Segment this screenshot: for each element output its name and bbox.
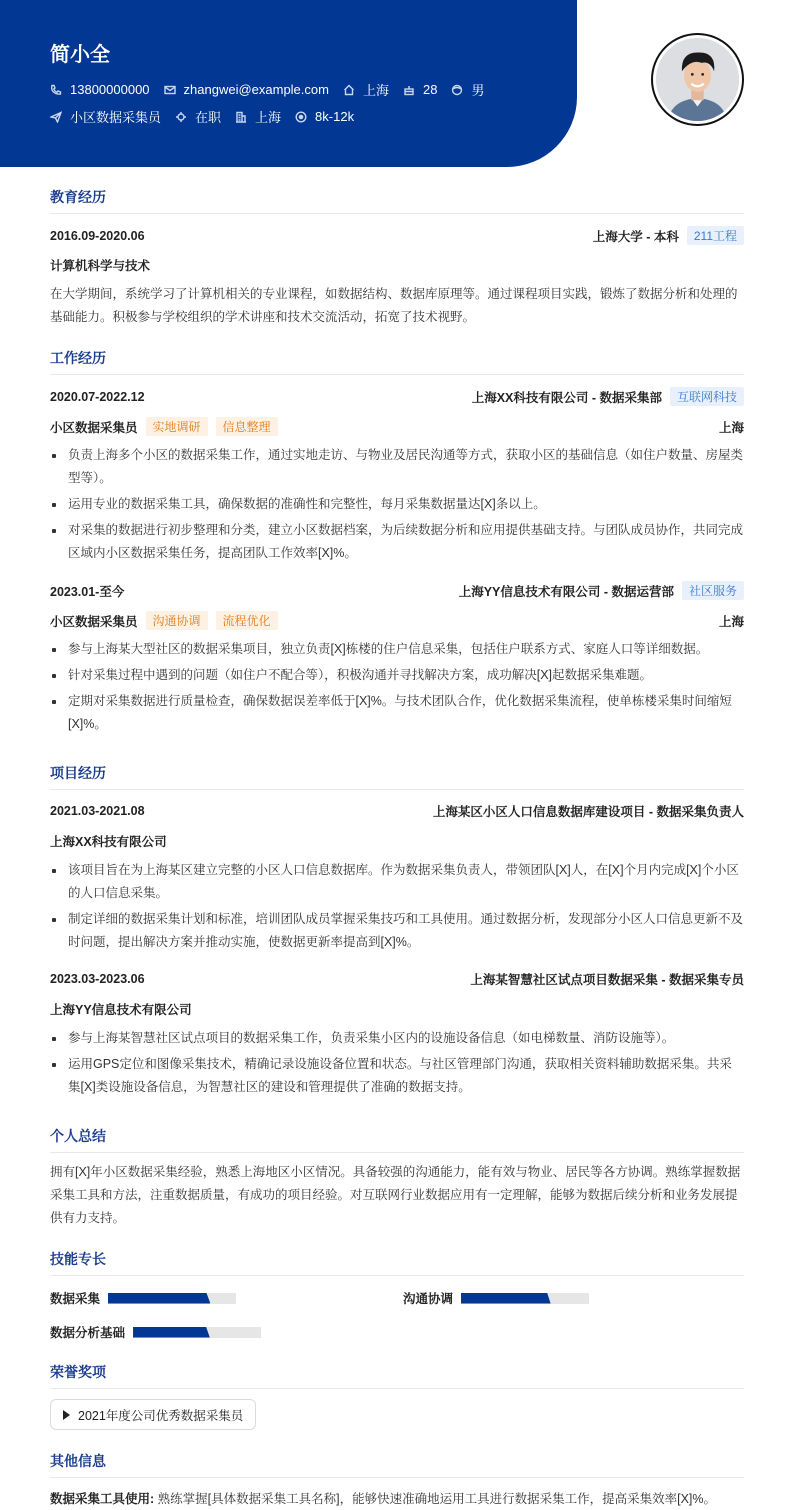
other-info-label: 数据采集工具使用: — [50, 1492, 155, 1506]
project-company-row — [50, 1000, 744, 1018]
avatar-photo — [656, 38, 739, 121]
age-text: 28 — [422, 82, 438, 97]
avatar — [651, 33, 744, 126]
project-name: 上海某区小区人口信息数据库建设项目 - 数据采集负责人 — [432, 805, 744, 819]
work-role: 小区数据采集员 — [50, 614, 138, 629]
home-icon — [343, 84, 355, 96]
salary-item — [295, 109, 354, 124]
work-period: 2020.07-2022.12 — [50, 389, 145, 404]
education-description: 在大学期间，系统学习了计算机相关的专业课程，如数据结构、数据库原理等。通过课程项目实践，锻炼了数据分析和处理的基础能力。积极参与学校组织的学术讲座和技术交流活动，拓宽了技术视野。 — [50, 287, 738, 324]
summary-text: 拥有[X]年小区数据采集经验，熟悉上海地区小区情况。具备较强的沟通能力，能有效与物业、居民等各方协调。熟练掌握数据采集工具和方法，注重数据质量，有成功的项目经验。对互联网行业数据应用有一定理解，能够为数据后续分析和业务发展提供有力支持。 — [50, 1165, 741, 1225]
target-position-item — [50, 107, 161, 126]
award-item[interactable] — [50, 1399, 256, 1430]
location-item — [343, 80, 389, 99]
age-icon — [403, 84, 415, 96]
salary-text: 8k-12k — [315, 109, 355, 124]
list-item: 运用专业的数据采集工具，确保数据的准确性和完整性，每月采集数据量达[X]条以上。 — [50, 493, 744, 516]
skill-level-bar — [461, 1293, 589, 1304]
work-company: 上海XX科技有限公司 - 数据采集部 — [471, 390, 662, 405]
skill-item — [403, 1289, 589, 1307]
skill-level-bar — [108, 1293, 236, 1304]
section-title-awards: 荣誉奖项 — [50, 1362, 744, 1389]
list-item: 针对采集过程中遇到的问题（如住户不配合等），积极沟通并寻找解决方案，成功解决[X]起数据采集难题。 — [50, 664, 744, 687]
project-bullets — [50, 859, 744, 957]
mail-icon — [164, 84, 176, 96]
gender-text: 男 — [471, 83, 485, 98]
job-status-item — [175, 107, 221, 126]
phone-text: 13800000000 — [70, 82, 150, 97]
section-title-education: 教育经历 — [50, 187, 744, 214]
work-company: 上海YY信息技术有限公司 - 数据运营部 — [458, 584, 674, 599]
education-major-row — [50, 256, 744, 274]
project-header-row — [50, 970, 744, 988]
project-period: 2021.03-2021.08 — [50, 804, 145, 818]
project-bullets — [50, 1027, 744, 1102]
skill-tag: 沟通协调 — [146, 611, 208, 630]
skill-tag: 流程优化 — [216, 611, 278, 630]
work-role-group — [50, 611, 278, 630]
section-title-summary: 个人总结 — [50, 1126, 744, 1153]
list-item: 参与上海某智慧社区试点项目的数据采集工作，负责采集小区内的设施设备信息（如电梯数量、消防设施等）。 — [50, 1027, 744, 1050]
section-title-other: 其他信息 — [50, 1451, 744, 1478]
triangle-right-icon — [63, 1410, 70, 1420]
skill-tag: 实地调研 — [146, 417, 208, 436]
industry-tag: 社区服务 — [682, 581, 744, 600]
other-info-text: 熟练掌握[具体数据采集工具名称]，能够快速准确地运用工具进行数据采集工作，提高采集效率[X]%。 — [157, 1492, 717, 1506]
education-header-row — [50, 226, 744, 245]
education-period: 2016.09-2020.06 — [50, 228, 145, 243]
target-city-text: 上海 — [255, 110, 282, 125]
section-title-projects: 项目经历 — [50, 763, 744, 790]
education-school-group — [593, 226, 744, 245]
work-header-row — [50, 387, 744, 406]
list-item: 运用GPS定位和图像采集技术，精确记录设施设备位置和状态。与社区管理部门沟通，获取相关资料辅助数据采集。共采集[X]类设施设备信息，为智慧社区的建设和管理提供了准确的数据支持。 — [50, 1053, 744, 1099]
industry-tag: 互联网科技 — [670, 387, 744, 406]
person-photo-icon — [656, 38, 739, 121]
gender-item — [451, 80, 484, 99]
list-item: 定期对采集数据进行质量检查，确保数据误差率低于[X]%。与技术团队合作，优化数据采集流程，使单栋楼采集时间缩短[X]%。 — [50, 690, 744, 736]
work-bullets — [50, 638, 744, 739]
skill-item — [50, 1323, 261, 1341]
job-row — [50, 107, 368, 126]
education-school: 上海大学 - 本科 — [592, 229, 679, 244]
list-item: 制定详细的数据采集计划和标准，培训团队成员掌握采集技巧和工具使用。通过数据分析，发现部分小区人口信息更新不及时问题，提出解决方案并推动实施，使数据更新率提高到[X]%。 — [50, 908, 744, 954]
work-bullets — [50, 444, 744, 568]
other-info-line — [50, 1489, 716, 1507]
list-item: 该项目旨在为上海某区建立完整的小区人口信息数据库。作为数据采集负责人，带领团队[X]人，在[X]个月内完成[X]个小区的人口信息采集。 — [50, 859, 744, 905]
email-item — [164, 82, 329, 97]
award-text: 2021年度公司优秀数据采集员 — [78, 1408, 244, 1423]
building-icon — [235, 111, 247, 123]
list-item: 对采集的数据进行初步整理和分类，建立小区数据档案，为后续数据分析和应用提供基础支持。与团队成员协作，共同完成区域内小区数据采集任务，提高团队工作效率[X]%。 — [50, 519, 744, 565]
send-icon — [50, 111, 62, 123]
email-text: zhangwei@example.com — [183, 82, 329, 97]
target-position-text: 小区数据采集员 — [70, 110, 162, 125]
header-banner — [0, 0, 577, 167]
gender-icon — [451, 84, 463, 96]
work-role-row — [50, 611, 744, 630]
skill-item — [50, 1289, 236, 1307]
contact-row — [50, 80, 498, 99]
phone-icon — [50, 84, 62, 96]
project-company-row — [50, 832, 744, 850]
candidate-name: 简小全 — [50, 44, 110, 66]
status-icon — [175, 111, 187, 123]
target-city-item — [235, 107, 281, 126]
work-city: 上海 — [718, 614, 744, 629]
work-company-group — [459, 581, 744, 600]
list-item: 参与上海某大型社区的数据采集项目，独立负责[X]栋楼的住户信息采集，包括住户联系方式、家庭人口等详细数据。 — [50, 638, 744, 661]
salary-icon — [295, 111, 307, 123]
work-role: 小区数据采集员 — [50, 420, 138, 435]
work-header-row — [50, 581, 744, 600]
project-company: 上海YY信息技术有限公司 — [50, 1003, 192, 1017]
work-role-row — [50, 417, 744, 436]
location-text: 上海 — [362, 83, 389, 98]
work-role-group — [50, 417, 278, 436]
section-title-skills: 技能专长 — [50, 1249, 744, 1276]
phone-item — [50, 82, 150, 97]
school-tag: 211工程 — [687, 226, 744, 245]
work-city: 上海 — [718, 420, 744, 435]
project-header-row — [50, 802, 744, 820]
list-item: 负责上海多个小区的数据采集工作，通过实地走访、与物业及居民沟通等方式，获取小区的基础信息（如住户数量、房屋类型等）。 — [50, 444, 744, 490]
skill-name: 数据采集 — [50, 1292, 101, 1306]
age-item — [403, 82, 437, 97]
education-major: 计算机科学与技术 — [50, 259, 151, 273]
project-company: 上海XX科技有限公司 — [50, 835, 167, 849]
section-title-work: 工作经历 — [50, 348, 744, 375]
project-name: 上海某智慧社区试点项目数据采集 - 数据采集专员 — [470, 973, 744, 987]
skill-name: 沟通协调 — [403, 1292, 454, 1306]
job-status-text: 在职 — [195, 110, 222, 125]
skill-name: 数据分析基础 — [50, 1326, 126, 1340]
project-period: 2023.03-2023.06 — [50, 972, 145, 986]
work-company-group — [472, 387, 744, 406]
work-period: 2023.01-至今 — [50, 584, 125, 599]
skill-tag: 信息整理 — [216, 417, 278, 436]
skill-level-bar — [133, 1327, 261, 1338]
